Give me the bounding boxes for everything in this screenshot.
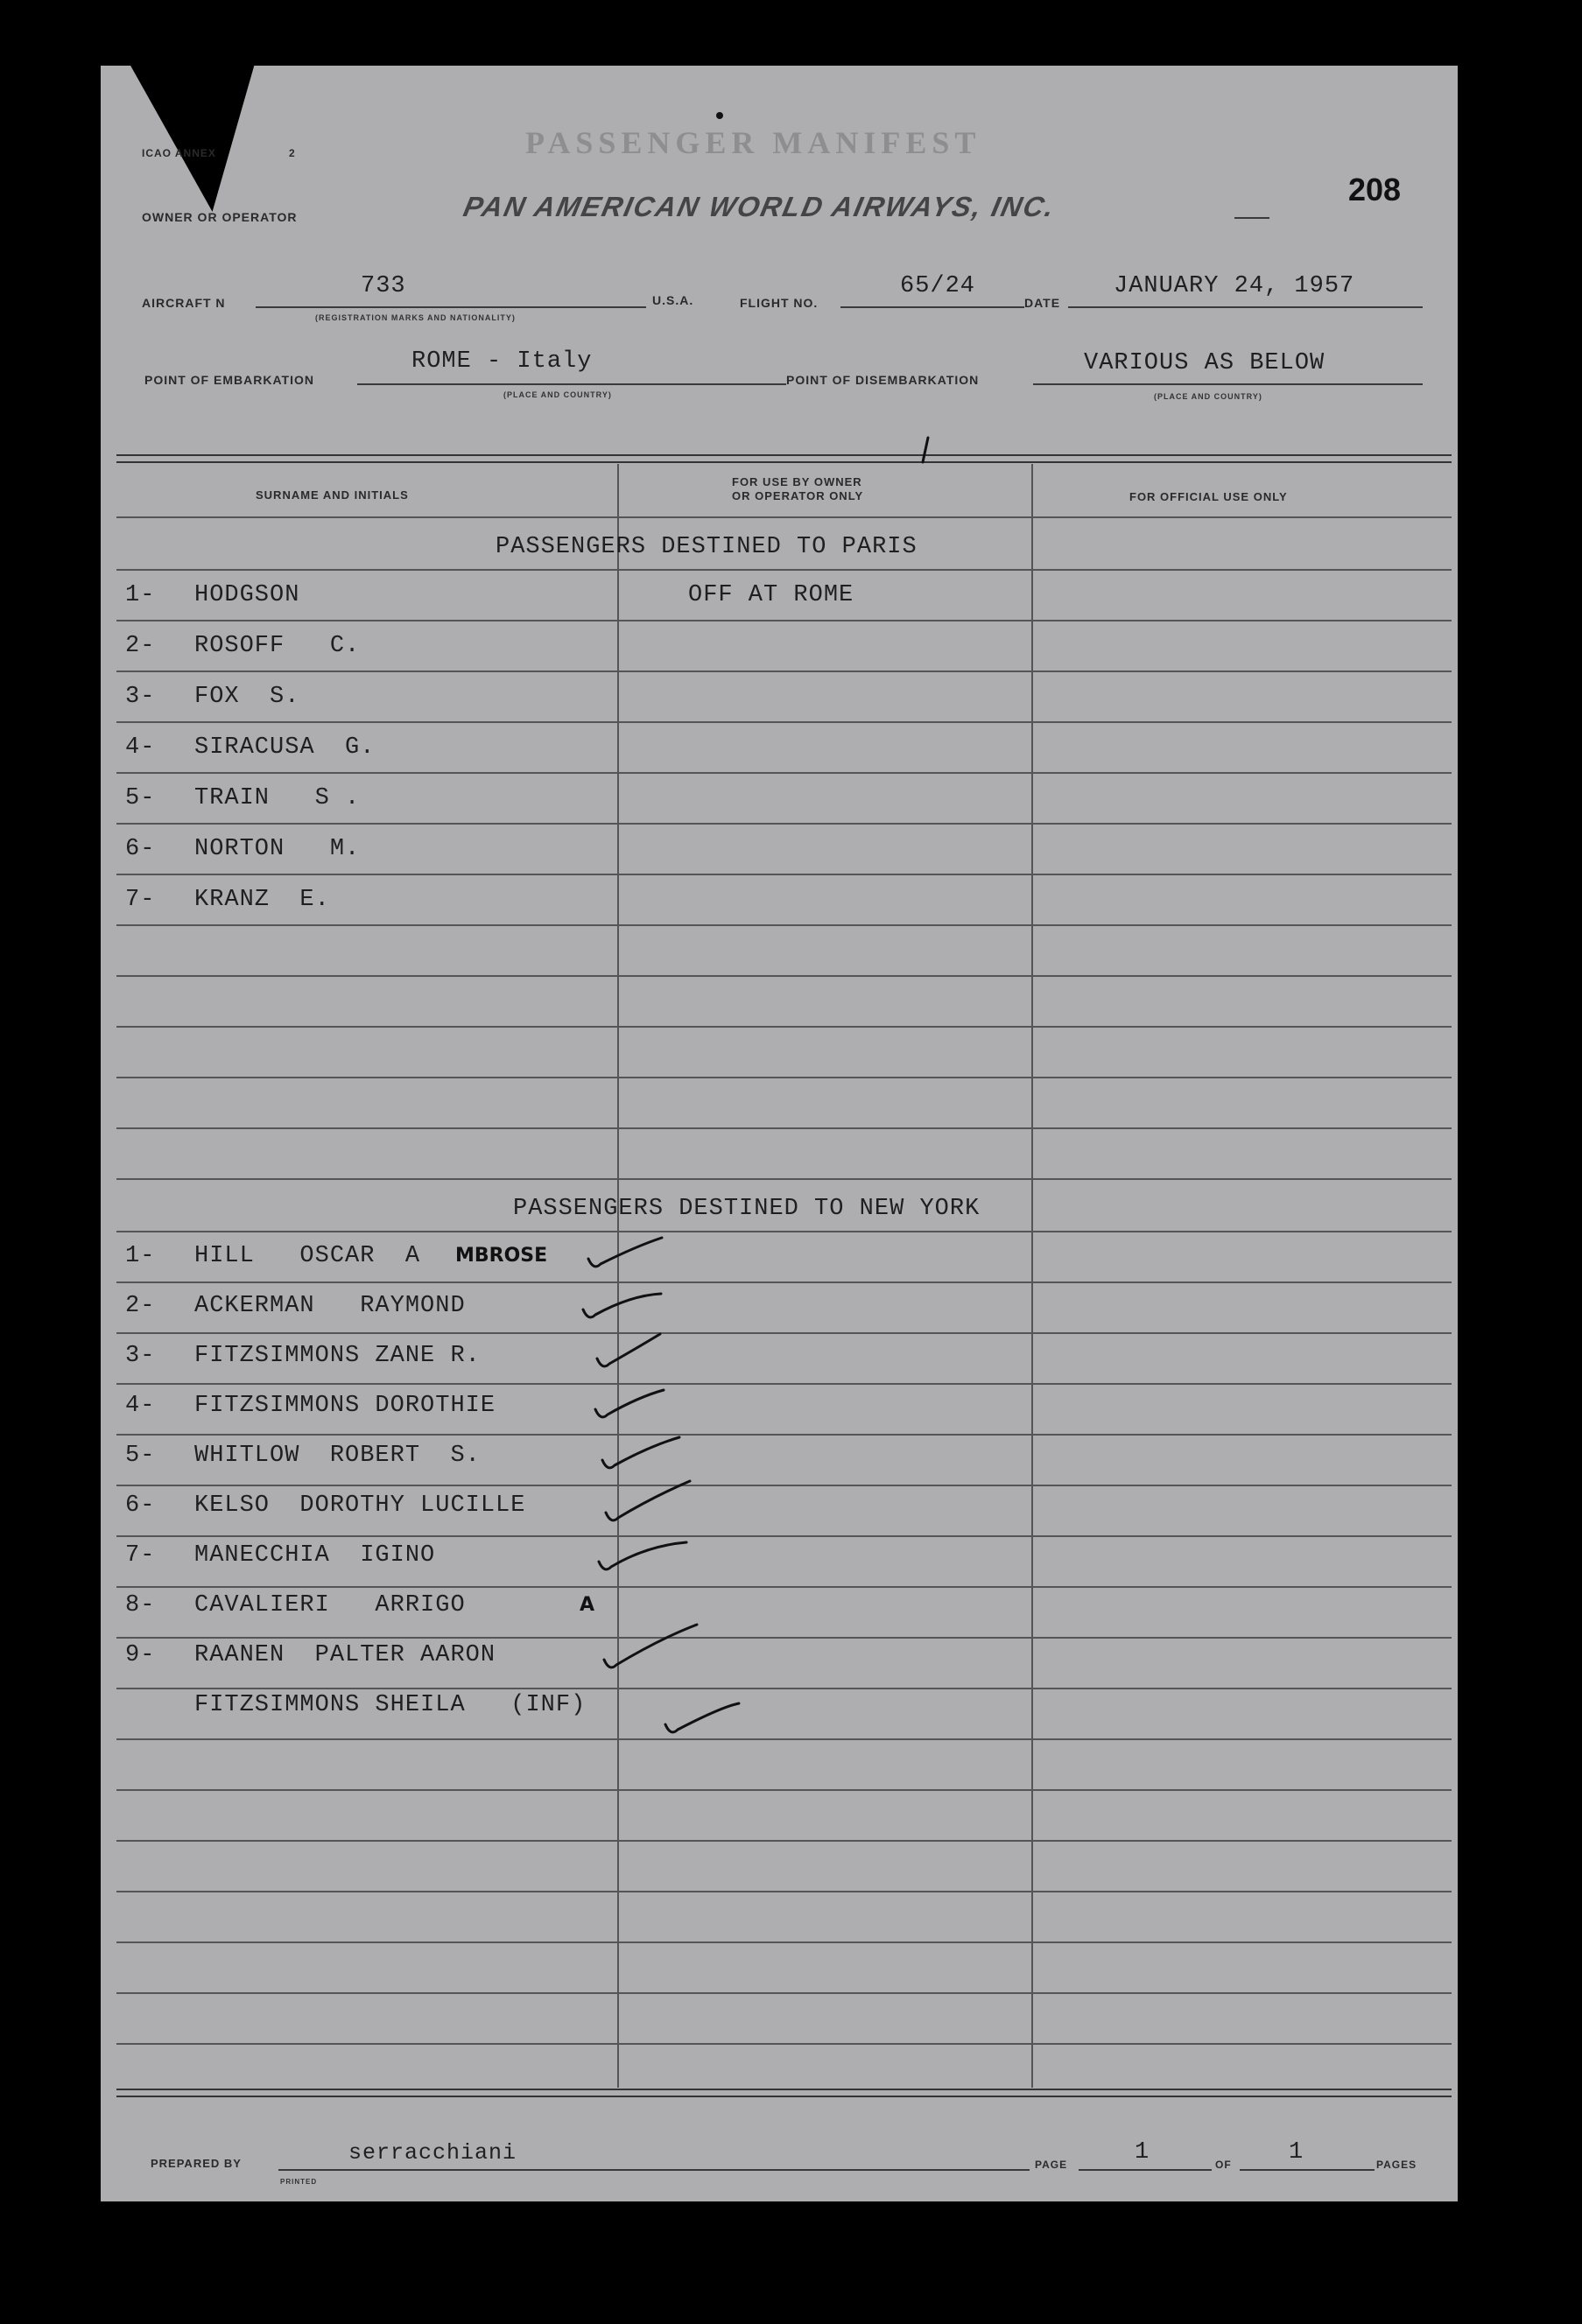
check-mark-9 [604, 1625, 697, 1668]
passenger-name: HODGSON [194, 582, 300, 608]
disembarkation-place: VARIOUS AS BELOW [1084, 350, 1325, 376]
date-label: DATE [1024, 296, 1061, 310]
of-label: OF [1215, 2159, 1232, 2171]
passenger-name: FITZSIMMONS DOROTHIE [194, 1393, 496, 1419]
col-owner-use-1: FOR USE BY OWNER [732, 475, 862, 488]
passenger-name: TRAIN S . [194, 785, 361, 811]
prepared-label: PREPARED BY [151, 2157, 242, 2170]
table-bottom-rule [116, 2089, 1452, 2097]
row-number: 8- [125, 1592, 156, 1618]
handwritten-annotation: MBROSE [455, 1245, 548, 1267]
embarkation-place: ROME - Italy [411, 348, 593, 375]
passenger-name: FOX S. [194, 684, 300, 710]
row-number: 4- [125, 1393, 156, 1419]
row-number: 4- [125, 734, 156, 761]
airline-name: PAN AMERICAN WORLD AIRWAYS, INC. [461, 191, 1058, 222]
of-line [1240, 2169, 1375, 2171]
row-number: 6- [125, 836, 156, 862]
registration-caption: (REGISTRATION MARKS AND NATIONALITY) [315, 313, 516, 322]
of-value: 1 [1289, 2139, 1304, 2166]
row-number: 3- [125, 1343, 156, 1369]
passenger-name: MANECCHIA IGINO [194, 1542, 436, 1569]
check-mark-6 [606, 1481, 690, 1520]
corner-label-suffix: 2 [289, 147, 296, 159]
passenger-name: SIRACUSA G. [194, 734, 376, 761]
passenger-name: KELSO DOROTHY LUCILLE [194, 1492, 526, 1519]
pages-label: PAGES [1376, 2159, 1417, 2171]
prepared-by: serracchiani [348, 2140, 517, 2166]
embarkation-caption: (PLACE AND COUNTRY) [503, 390, 612, 399]
row-number: 5- [125, 785, 156, 811]
disembarkation-label: POINT OF DISEMBARKATION [786, 373, 980, 387]
passenger-name: NORTON M. [194, 836, 361, 862]
page-value: 1 [1135, 2139, 1150, 2166]
page-stamp-number: 208 [1348, 172, 1402, 207]
passenger-name: FITZSIMMONS ZANE R. [194, 1343, 481, 1369]
aircraft-number: 733 [361, 273, 406, 299]
passenger-name: FITZSIMMONS SHEILA (INF) [194, 1692, 587, 1718]
paris-heading: PASSENGERS DESTINED TO PARIS [496, 534, 918, 560]
passenger-name: ROSOFF C. [194, 633, 361, 659]
row-number: 2- [125, 633, 156, 659]
handwritten-annotation: A [580, 1594, 595, 1616]
row-number: 6- [125, 1492, 156, 1519]
manifest-title: PASSENGER MANIFEST [525, 125, 981, 160]
printed-label: PRINTED [280, 2178, 318, 2186]
row-number: 2- [125, 1293, 156, 1319]
check-mark-4 [595, 1390, 664, 1417]
newyork-heading: PASSENGERS DESTINED TO NEW YORK [513, 1196, 981, 1222]
check-mark-10 [665, 1703, 739, 1732]
passenger-name: CAVALIERI ARRIGO [194, 1592, 466, 1618]
col-surname: SURNAME AND INITIALS [256, 488, 409, 502]
flight-date: JANUARY 24, 1957 [1114, 273, 1355, 299]
country: U.S.A. [652, 293, 694, 307]
passenger-name: WHITLOW ROBERT S. [194, 1443, 481, 1469]
check-mark-5 [602, 1437, 679, 1468]
slash-mark [923, 438, 928, 462]
passenger-name: ACKERMAN RAYMOND [194, 1293, 466, 1319]
col-official: FOR OFFICIAL USE ONLY [1129, 490, 1288, 503]
row-number: 7- [125, 887, 156, 913]
passenger-name: RAANEN PALTER AARON [194, 1642, 496, 1668]
page-line [1079, 2169, 1212, 2171]
check-mark-3 [597, 1334, 660, 1366]
row-number: 1- [125, 1243, 156, 1269]
row-number: 3- [125, 684, 156, 710]
passenger-name: KRANZ E. [194, 887, 330, 913]
row-number: 7- [125, 1542, 156, 1569]
row-number: 9- [125, 1642, 156, 1668]
operator-note: OFF AT ROME [688, 582, 854, 608]
flight-label: FLIGHT NO. [740, 296, 819, 310]
corner-label: ICAO ANNEX [142, 147, 216, 159]
flight-number: 65/24 [900, 273, 976, 299]
disembarkation-caption: (PLACE AND COUNTRY) [1154, 392, 1262, 401]
check-mark-7 [599, 1542, 686, 1569]
row-number: 1- [125, 582, 156, 608]
check-mark-2 [583, 1294, 661, 1317]
page-label: PAGE [1035, 2159, 1068, 2171]
row-number: 5- [125, 1443, 156, 1469]
embarkation-label: POINT OF EMBARKATION [144, 373, 314, 387]
prepared-line [278, 2169, 1030, 2171]
aircraft-label: AIRCRAFT N [142, 296, 226, 310]
passenger-name: HILL OSCAR A [194, 1243, 421, 1269]
check-mark-1 [588, 1238, 662, 1267]
owner-label: OWNER OR OPERATOR [142, 210, 298, 224]
col-owner-use-2: OR OPERATOR ONLY [732, 489, 864, 502]
